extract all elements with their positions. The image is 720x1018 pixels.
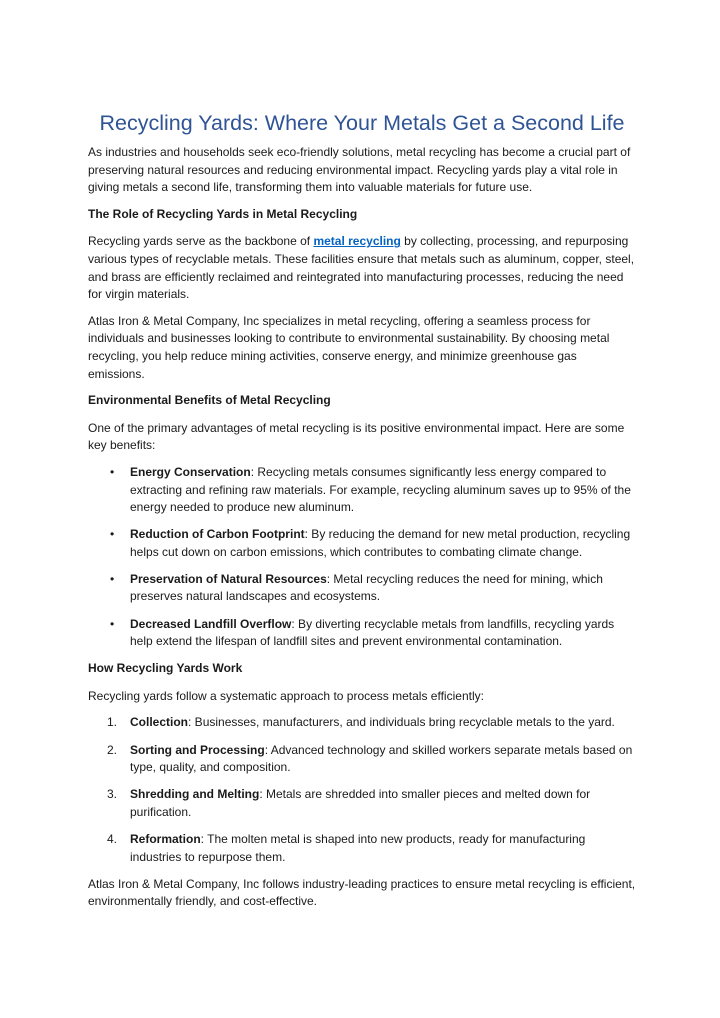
page-title: Recycling Yards: Where Your Metals Get a Second Life <box>99 111 625 135</box>
step-term: Reformation <box>130 831 201 846</box>
list-item <box>88 831 636 866</box>
step-number: 3. <box>107 787 118 802</box>
benefits-intro: One of the primary advantages of metal recycling is its positive environmental impact. Here are some key benefits: <box>88 420 625 453</box>
list-item <box>88 786 636 821</box>
role-paragraph-2: Atlas Iron & Metal Company, Inc specializes in metal recycling, offering a seamless process for individuals and businesses looking to contribute to environmental sustainability. By choosing metal recycling, you help reduce mining activities, conserve energy, and minimize greenhouse gas emissions. <box>88 313 610 381</box>
benefit-text: : By diverting recyclable metals from landfills, recycling yards help extend the lifespan of landfill sites and prevent environmental contamination. <box>130 616 615 649</box>
intro-paragraph: As industries and households seek eco-friendly solutions, metal recycling has become a crucial part of preserving natural resources and reducing environmental impact. Recycling yards play a vital role in giving metals a second life, transforming them into valuable materials for future use. <box>88 145 631 195</box>
metal-recycling-link[interactable]: metal recycling <box>313 234 401 249</box>
step-text: : Advanced technology and skilled workers separate metals based on type, quality, and composition. <box>130 742 633 775</box>
list-item <box>88 714 636 732</box>
step-text: : Metals are shredded into smaller pieces and melted down for purification. <box>130 787 591 819</box>
list-item <box>88 526 636 561</box>
benefit-term: Preservation of Natural Resources <box>130 571 327 586</box>
step-number: 4. <box>107 831 118 846</box>
step-term: Sorting and Processing <box>130 742 265 757</box>
closing-paragraph: Atlas Iron & Metal Company, Inc follows industry-leading practices to ensure metal recycling is efficient, environmentally friendly, and cost-effective. <box>88 876 636 909</box>
role-paragraph-1 <box>88 233 636 303</box>
section-heading-benefits: Environmental Benefits of Metal Recycling <box>88 393 331 408</box>
how-intro: Recycling yards follow a systematic approach to process metals efficiently: <box>88 688 484 703</box>
role-text-after: by collecting, processing, and repurposing various types of recyclable metals. These facilities ensure that metals such as aluminum, copper, steel, and brass are efficiently reclaimed and reintegrated into manufacturing processes, reducing the need for virgin materials. <box>88 234 635 302</box>
document-page <box>88 108 636 920</box>
list-item <box>88 464 636 517</box>
step-number: 1. <box>107 715 118 730</box>
step-term: Collection <box>130 715 189 730</box>
section-heading-how: How Recycling Yards Work <box>88 661 243 676</box>
list-item <box>88 616 636 651</box>
benefits-list <box>88 464 636 651</box>
benefit-term: Decreased Landfill Overflow <box>130 616 292 631</box>
step-text: : Businesses, manufacturers, and individuals bring recyclable metals to the yard. <box>188 715 615 730</box>
section-heading-role: The Role of Recycling Yards in Metal Recycling <box>88 206 358 221</box>
list-item <box>88 742 636 777</box>
benefit-text: : Recycling metals consumes significantly less energy compared to extracting and refining raw materials. For example, recycling aluminum saves up to 95% of the energy needed to produce new aluminum. <box>130 464 631 515</box>
benefit-text: : Metal recycling reduces the need for mining, which preserves natural landscapes and ecosystems. <box>130 571 603 604</box>
benefit-term: Reduction of Carbon Footprint <box>130 527 305 542</box>
benefit-term: Energy Conservation <box>130 464 251 479</box>
step-number: 2. <box>107 742 118 757</box>
benefit-text: : By reducing the demand for new metal production, recycling helps cut down on carbon emissions, which contributes to combating climate change. <box>130 527 631 559</box>
steps-list <box>88 714 636 866</box>
role-text-before: Recycling yards serve as the backbone of <box>88 234 314 249</box>
step-term: Shredding and Melting <box>130 787 260 802</box>
step-text: : The molten metal is shaped into new products, ready for manufacturing industries to repurpose them. <box>130 831 586 864</box>
list-item <box>88 571 636 606</box>
